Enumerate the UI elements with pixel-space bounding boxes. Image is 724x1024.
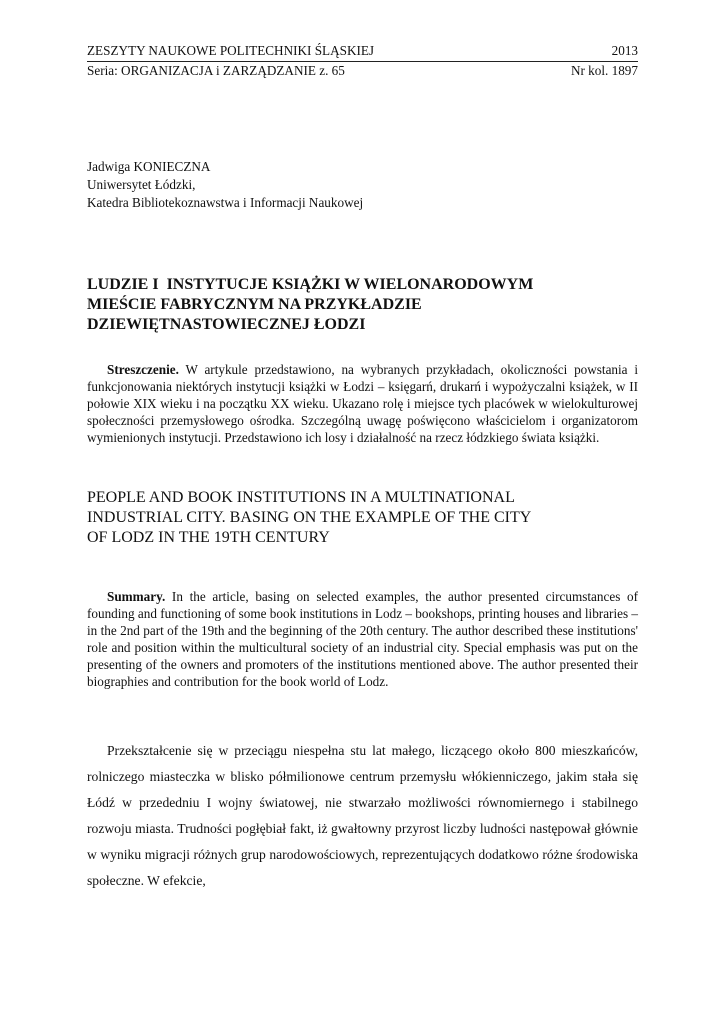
title-english-line-2: INDUSTRIAL CITY. BASING ON THE EXAMPLE OF THE CITY xyxy=(87,509,532,526)
title-english-line-1: PEOPLE AND BOOK INSTITUTIONS IN A MULTINATIONAL xyxy=(87,489,515,506)
paper-page xyxy=(87,0,638,894)
issue-number: Nr kol. 1897 xyxy=(570,63,638,78)
summary-label: Summary. xyxy=(107,589,166,604)
journal-name: ZESZYTY NAUKOWE POLITECHNIKI ŚLĄSKIEJ xyxy=(87,43,375,58)
header-rule xyxy=(87,61,638,62)
title-polish xyxy=(87,275,638,335)
title-english-line-3: OF LODZ IN THE 19TH CENTURY xyxy=(87,529,330,546)
title-polish-line-2: MIEŚCIE FABRYCZNYM NA PRZYKŁADZIE xyxy=(87,296,422,313)
running-header-row-1 xyxy=(87,43,638,59)
summary-text: In the article, basing on selected examples, the author presented circumstances of founding and functioning of some book institutions in Lodz – bookshops, printing houses and libraries – in the 2nd part of the 19th and the beginning of the 20th century. The author described these institutions' role and position within the multicultural society of an industrial city. Special emphasis was put on the presenting of the owners and promoters of the institutions mentioned above. The author presented their biographies and contribution for the book world of Lodz. xyxy=(87,589,638,689)
author-name: Jadwiga KONIECZNA xyxy=(87,159,211,174)
series-name: Seria: ORGANIZACJA i ZARZĄDZANIE z. 65 xyxy=(87,63,345,78)
author-block xyxy=(87,158,638,212)
author-department: Katedra Bibliotekoznawstwa i Informacji Naukowej xyxy=(87,195,364,210)
summary-english xyxy=(87,588,638,690)
title-english xyxy=(87,488,638,548)
abstract-label: Streszczenie. xyxy=(107,362,179,377)
author-university: Uniwersytet Łódzki, xyxy=(87,177,196,192)
journal-year: 2013 xyxy=(611,43,638,58)
title-polish-line-3: DZIEWIĘTNASTOWIECZNEJ ŁODZI xyxy=(87,316,366,333)
abstract-polish xyxy=(87,361,638,446)
body-paragraph-1: Przekształcenie się w przeciągu niespełna stu lat małego, liczącego około 800 mieszkańców, rolniczego miasteczka w blisko półmilionowe centrum przemysłu włókienniczego, jakim stała się Łódź w przededniu I wojny światowej, nie stwarzało możliwości równomiernego i stabilnego rozwoju miasta. Trudności pogłębiał fakt, iż gwałtowny przyrost liczby ludności następował głównie w wyniku migracji różnych grup narodowościowych, reprezentujących dodatkowo różne środowiska społeczne. W efekcie, xyxy=(87,743,638,888)
running-header-row-2 xyxy=(87,63,638,79)
title-polish-line-1: LUDZIE I INSTYTUCJE KSIĄŻKI W WIELONARODOWYM xyxy=(87,276,534,293)
abstract-text: W artykule przedstawiono, na wybranych przykładach, okoliczności powstania i funkcjonowania niektórych instytucji książki w Łodzi – księgarń, drukarń i wypożyczalni książek, w II połowie XIX wieku i na początku XX wieku. Ukazano rolę i miejsce tych placówek w wielokulturowej społeczności przemysłowego ośrodka. Szczególną uwagę poświęcono właścicielom i organizatorom wymienionych instytucji. Przedstawiono ich losy i działalność na rzecz łódzkiego świata książki. xyxy=(87,362,638,445)
